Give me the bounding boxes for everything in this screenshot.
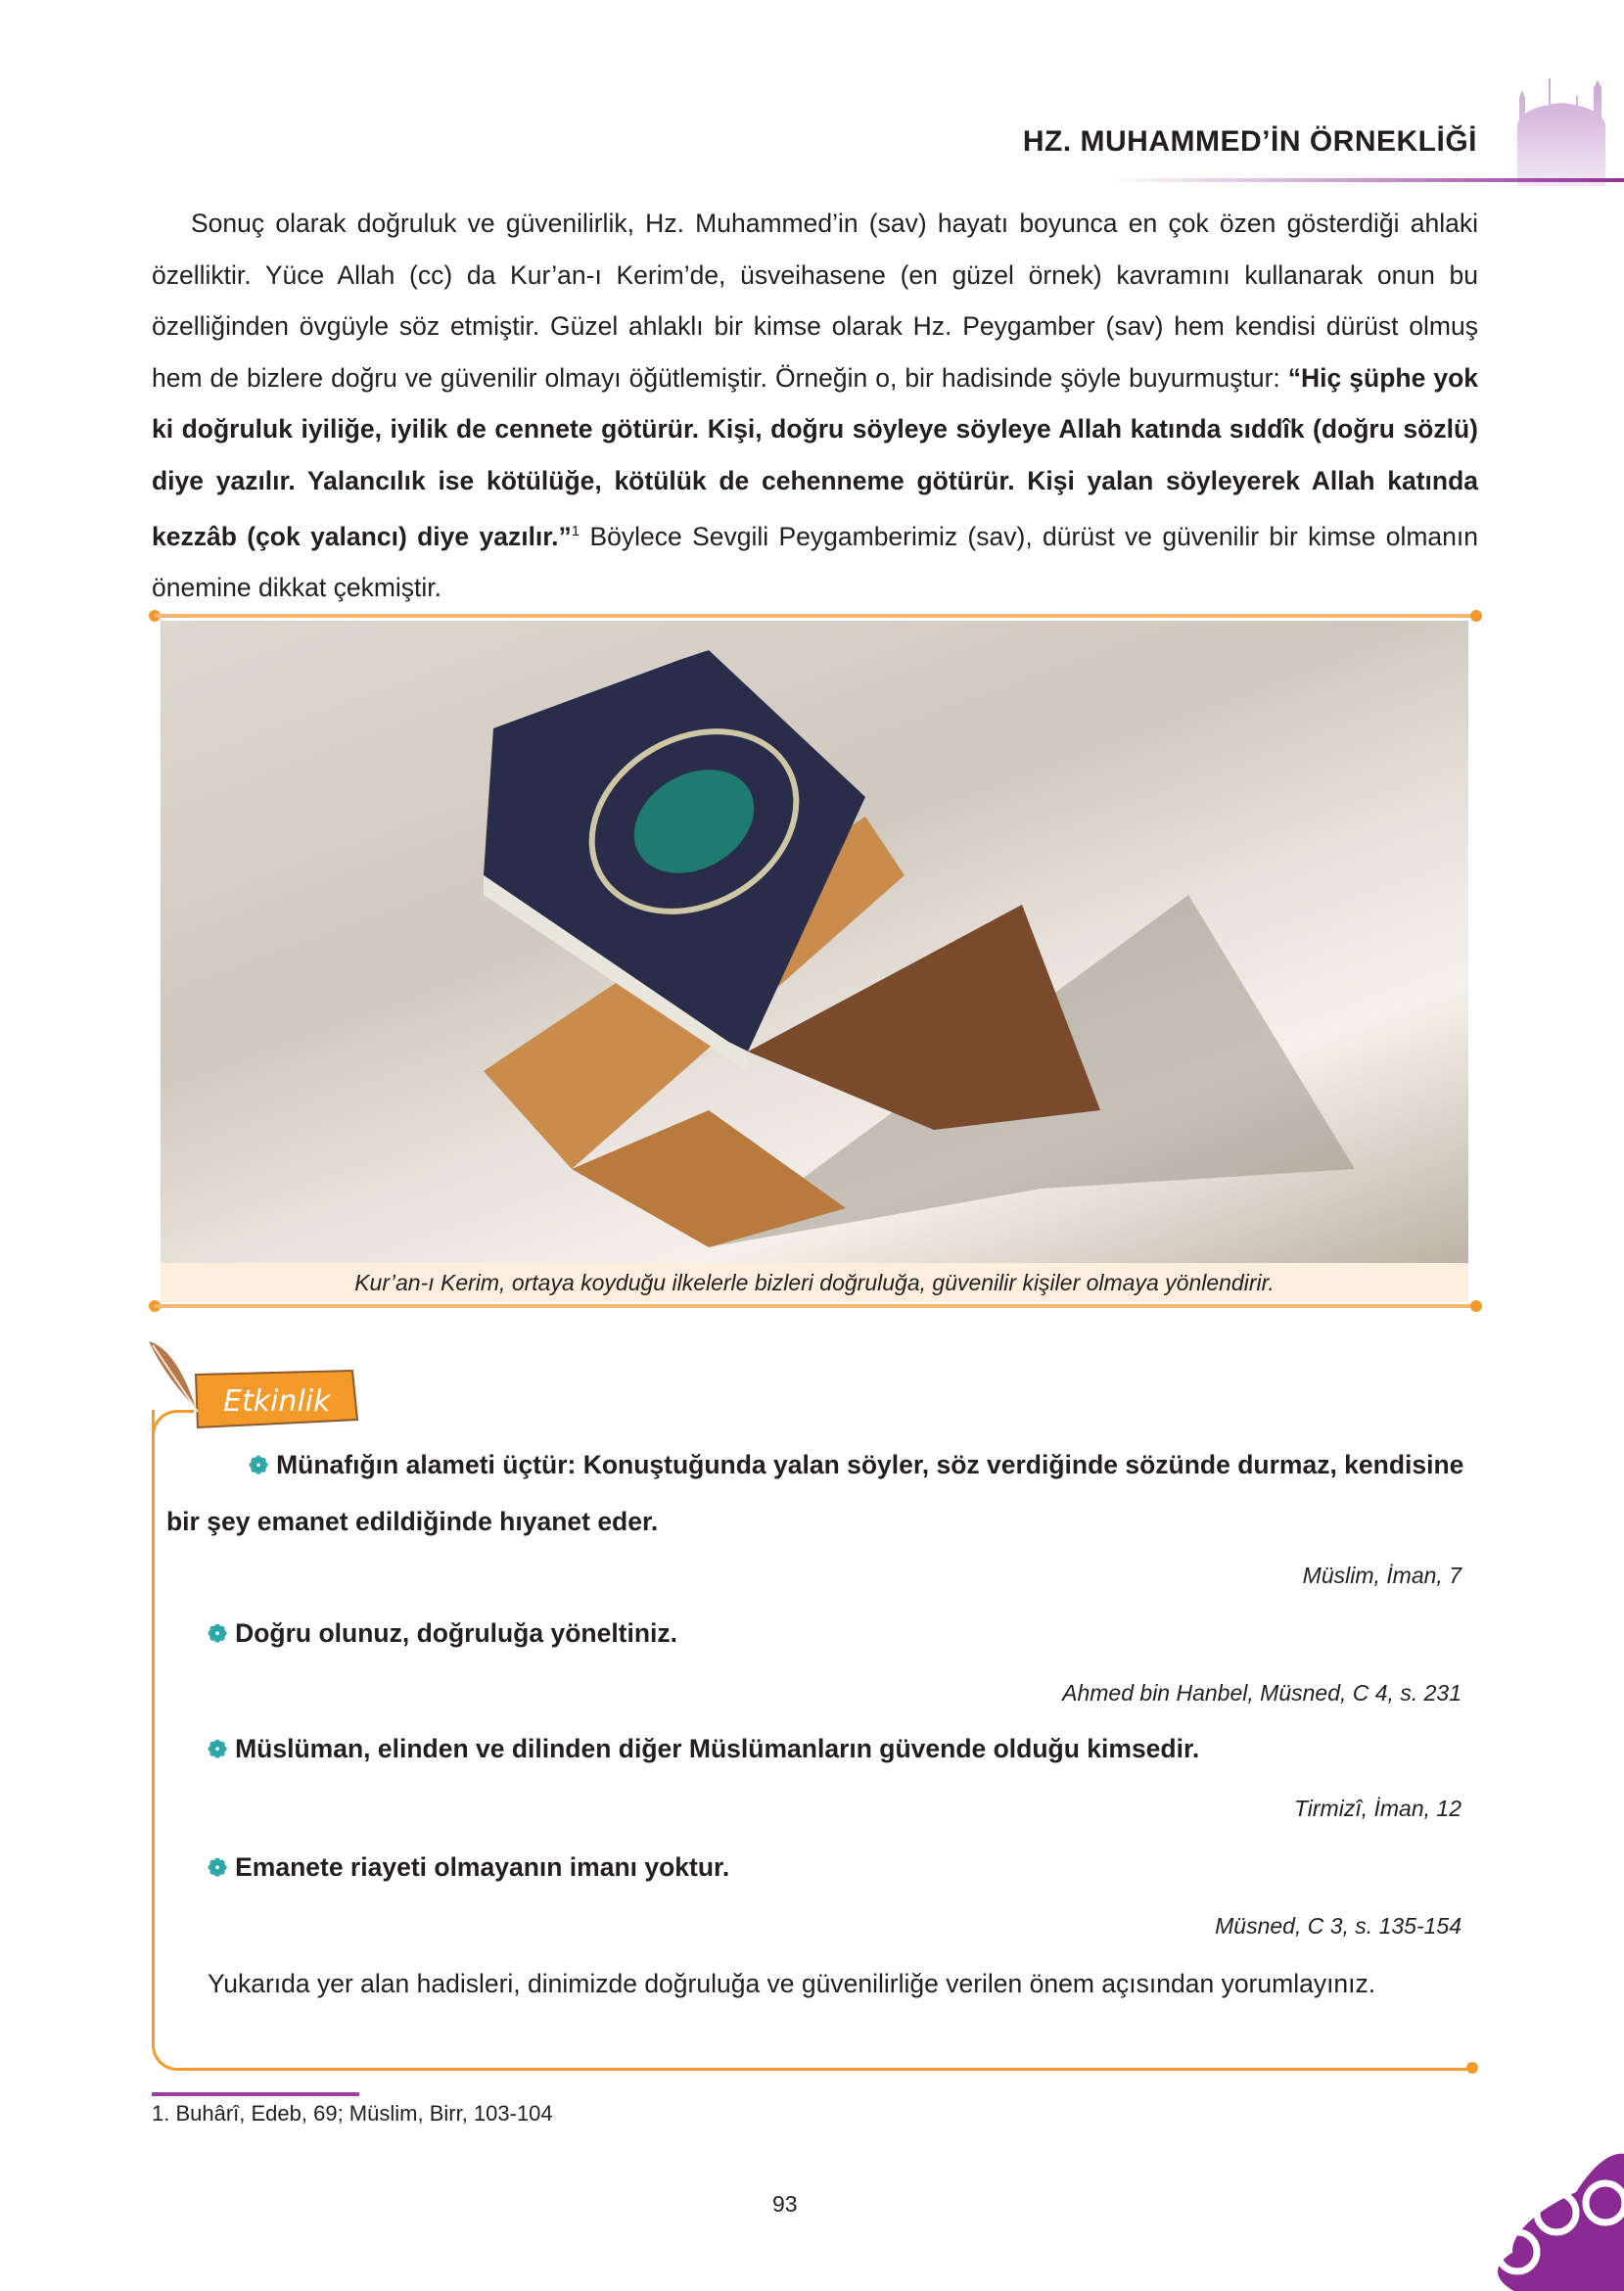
page-title: HZ. MUHAMMED’İN ÖRNEKLİĞİ: [1022, 125, 1477, 158]
flower-bullet-icon: ❁: [249, 1453, 269, 1479]
hadith-item: [208, 1606, 677, 1662]
frame-bottom-line: [155, 1304, 1476, 1308]
frame-top-line: [155, 614, 1476, 618]
hadith-text: Münafığın alameti üçtür: Konuştuğunda yalan söyler, söz verdiğinde sözünde durmaz, kendisine bir şey emanet edildiğinde hıyanet eder.: [166, 1450, 1464, 1536]
activity-label: Etkinlik: [223, 1384, 331, 1419]
frame-dot: [1470, 1300, 1482, 1312]
hadith-item: [208, 1721, 1199, 1778]
flower-bullet-icon: ❁: [208, 1737, 228, 1763]
decorative-flower-icon: [1459, 2115, 1624, 2291]
footnote-ref[interactable]: 1: [571, 523, 580, 539]
quran-on-rahle-photo: [161, 621, 1468, 1263]
photo-caption: Kur’an-ı Kerim, ortaya koyduğu ilkelerle bizleri doğruluğa, güvenilir kişiler olmaya yönlendirir.: [161, 1263, 1468, 1302]
flower-bullet-icon: ❁: [208, 1621, 228, 1648]
hadith-source: Müsned, C 3, s. 135-154: [1215, 1913, 1462, 1939]
activity-box-dot: [1466, 2062, 1478, 2074]
title-underline: [1106, 178, 1624, 182]
body-paragraph: [152, 198, 1478, 614]
hadith-item: [208, 1840, 729, 1896]
hadith-source: Tirmizî, İman, 12: [1293, 1796, 1462, 1821]
activity-instruction: Yukarıda yer alan hadisleri, dinimizde doğruluğa ve güvenilirliğe verilen önem açısından yorumlayınız.: [208, 1969, 1376, 1998]
hadith-source: Müslim, İman, 7: [1302, 1563, 1462, 1588]
mosque-silhouette-icon: [1508, 78, 1624, 186]
page-number: 93: [772, 2191, 798, 2217]
paragraph-text-end: Böylece Sevgili Peygamberimiz (sav), dürüst ve güvenilir bir kimse olmanın önemine dikkat çekmiştir.: [152, 521, 1478, 603]
footnote: 1. Buhârî, Edeb, 69; Müslim, Birr, 103-104: [152, 2101, 553, 2126]
hadith-text: Emanete riayeti olmayanın imanı yoktur.: [235, 1852, 730, 1882]
flower-bullet-icon: ❁: [208, 1855, 228, 1882]
hadith-quote: “Hiç şüphe yok ki doğruluk iyiliğe, iyilik de cennete götürür. Kişi, doğru söyleye söyleye Allah katında sıddîk (doğru sözlü) diye yazılır. Yalancılık ise kötülüğe, kötülük de cehenneme götürür. Kişi yalan söyleyerek Allah katında kezzâb (çok yalancı) diye yazılır.”: [152, 362, 1478, 551]
hadith-text: Doğru olunuz, doğruluğa yöneltiniz.: [235, 1618, 678, 1648]
footnote-divider: [152, 2092, 359, 2096]
hadith-item: [166, 1437, 1468, 1549]
frame-dot: [1470, 610, 1482, 622]
quill-feather-icon: [147, 1339, 206, 1418]
paragraph-text: Sonuç olarak doğruluk ve güvenilirlik, Hz. Muhammed’in (sav) hayatı boyunca en çok özen gösterdiği ahlaki özelliktir. Yüce Allah (cc) da Kur’an-ı Kerim’de, üsveihasene (en güzel örnek) kavramını kullanarak onun bu özelliğinden övgüyle söz etmiştir. Güzel ahlaklı bir kimse olarak Hz. Peygamber (sav) hem kendisi dürüst olmuş hem de bizlere doğru ve güvenilir olmayı öğütlemiştir. Örneğin o, bir hadisinde şöyle buyurmuştur:: [152, 209, 1478, 393]
hadith-source: Ahmed bin Hanbel, Müsned, C 4, s. 231: [1062, 1680, 1462, 1706]
hadith-text: Müslüman, elinden ve dilinden diğer Müslümanların güvende olduğu kimsedir.: [235, 1734, 1200, 1763]
